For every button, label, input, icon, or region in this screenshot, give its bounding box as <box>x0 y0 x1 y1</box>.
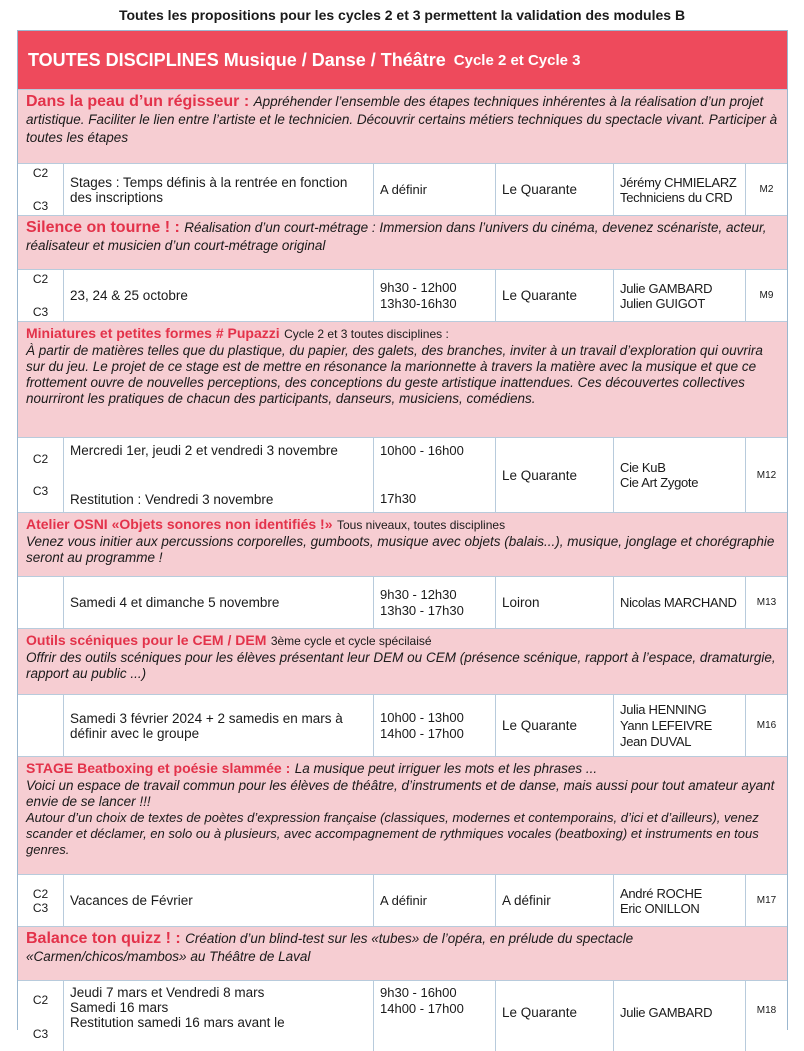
cycle-cell <box>18 438 64 512</box>
dates-cell: Samedi 3 février 2024 + 2 samedis en mars à définir avec le groupe <box>64 695 374 756</box>
workshop-title: Atelier OSNI «Objets sonores non identifiés !» <box>26 516 333 532</box>
dates-cell: 23, 24 & 25 octobre <box>64 270 374 321</box>
dates-line: Restitution samedi 16 mars avant le <box>70 1015 285 1030</box>
workshop-title: Dans la peau d’un régisseur : <box>26 93 250 110</box>
hours-line: 17h30 <box>380 491 417 506</box>
module-cell: M13 <box>756 597 777 608</box>
workshop-description <box>18 321 787 437</box>
hours-cell <box>374 695 496 756</box>
restitution-text: Restitution : Vendredi 3 novembre <box>70 492 274 507</box>
cycle-label: C3 <box>32 199 49 213</box>
workshop-title: Balance ton quizz ! : <box>26 930 181 947</box>
hours-cell: A définir <box>374 164 496 215</box>
section-banner <box>18 31 787 89</box>
place-cell: Le Quarante <box>496 438 614 512</box>
instructor-cell <box>614 981 746 1051</box>
hours-cell <box>374 981 496 1051</box>
instructor-name: Techniciens du CRD <box>620 189 733 205</box>
instructor-cell <box>614 577 746 628</box>
instructor-cell <box>614 270 746 321</box>
hours-line: 10h00 - 16h00 <box>380 443 464 458</box>
cycle-cell <box>18 981 64 1051</box>
instructor-name: Eric ONILLON <box>620 900 700 916</box>
instructor-name: Julien GUIGOT <box>620 295 705 311</box>
dates-cell: Vacances de Février <box>64 875 374 926</box>
instructor-name: Cie Art Zygote <box>620 475 699 490</box>
instructor-name: André ROCHE <box>620 885 702 901</box>
module-cell: M12 <box>756 469 777 481</box>
place-cell: Le Quarante <box>496 164 614 215</box>
workshop-row <box>18 576 787 628</box>
instructor-cell <box>614 164 746 215</box>
cycle-cell <box>18 695 64 756</box>
workshops-table <box>17 30 788 1041</box>
workshop-description <box>18 512 787 576</box>
workshop-row <box>18 874 787 926</box>
dates-cell: Samedi 4 et dimanche 5 novembre <box>64 577 374 628</box>
instructor-name: Jean DUVAL <box>620 733 692 749</box>
workshop-row <box>18 694 787 756</box>
workshop-title: STAGE Beatboxing et poésie slammée : <box>26 760 291 776</box>
dates-cell <box>64 981 374 1051</box>
hours-cell: A définir <box>374 875 496 926</box>
hours-line: 14h00 - 17h00 <box>380 1001 464 1016</box>
cycle-label: C2 <box>32 993 49 1007</box>
instructor-cell <box>614 875 746 926</box>
workshop-text: Création d’un blind-test sur les «tubes» de l’opéra, en prélude du spectacle «Carmen/chicos/mambos» au Théâtre de Laval <box>26 931 634 964</box>
instructor-name: Yann LEFEIVRE <box>620 717 712 733</box>
cycle-label: C2 <box>32 886 49 901</box>
cycle-label: C3 <box>32 1027 49 1041</box>
dates-text: Mercredi 1er, jeudi 2 et vendredi 3 novembre <box>70 443 338 458</box>
cycle-label: C3 <box>32 305 49 319</box>
workshop-title: Miniatures et petites formes # Pupazzi <box>26 325 280 341</box>
workshop-text: Voici un espace de travail commun pour les élèves de théâtre, d’instruments et de danse, mais aussi pour tout amateur ayant envie de se lancer !!! <box>26 778 775 809</box>
instructor-name: Julie GAMBARD <box>620 280 713 296</box>
cycle-cell <box>18 270 64 321</box>
banner-title: TOUTES DISCIPLINES Musique / Danse / Théâtre <box>28 49 446 70</box>
workshop-row <box>18 163 787 215</box>
workshop-text: Venez vous initier aux percussions corporelles, gumboots, musique avec objets (balais...), musique, jonglage et chorégraphie seront au programme ! <box>26 534 775 565</box>
workshop-row <box>18 269 787 321</box>
dates-cell: Stages : Temps définis à la rentrée en fonction des inscriptions <box>64 164 374 215</box>
hours-line: 9h30 - 12h30 <box>380 586 457 602</box>
workshop-description <box>18 926 787 980</box>
banner-subtitle: Cycle 2 et Cycle 3 <box>453 51 581 69</box>
instructor-name: Nicolas MARCHAND <box>620 595 737 610</box>
workshop-text: Appréhender l’ensemble des étapes techniques inhérentes à la réalisation d’un projet artistique. Faciliter le lien entre l’artiste et le technicien. Découvrir certains métiers techniques du spectacle vivant. Participer à toutes les étapes <box>26 94 778 145</box>
workshop-text: Offrir des outils scéniques pour les élèves présentant leur DEM ou CEM (présence scénique, rapport à l’espace, dramaturgie, rapport au public ...) <box>26 650 776 681</box>
hours-line: 13h30 - 17h30 <box>380 602 464 618</box>
hours-cell <box>374 577 496 628</box>
hours-cell <box>374 270 496 321</box>
workshop-text: Autour d’un choix de textes de poètes d’expression française (classiques, modernes et contemporains, d’ici et d’ailleurs), venez scander et déclamer, en solo ou à plusieurs, avec accompagnement de rythmiques vocales (beatboxing) et instruments en tous genres. <box>26 810 759 857</box>
module-cell: M18 <box>756 1005 777 1016</box>
cycle-label: C2 <box>32 452 49 466</box>
dates-line: Jeudi 7 mars et Vendredi 8 mars <box>70 985 265 1000</box>
instructor-name: Julia HENNING <box>620 701 707 717</box>
hours-line: 9h30 - 16h00 <box>380 985 457 1000</box>
module-cell: M16 <box>756 720 777 731</box>
instructor-cell <box>614 438 746 512</box>
place-cell: Le Quarante <box>496 981 614 1051</box>
dates-cell <box>64 438 374 512</box>
workshop-row <box>18 980 787 1051</box>
cycle-cell <box>18 875 64 926</box>
workshop-row <box>18 437 787 512</box>
place-cell: A définir <box>496 875 614 926</box>
cycle-cell <box>18 164 64 215</box>
hours-line: 10h00 - 13h00 <box>380 709 464 725</box>
cycle-label: C2 <box>32 166 49 180</box>
instructor-name: Jérémy CHMIELARZ <box>620 174 737 190</box>
hours-line: 9h30 - 12h00 <box>380 279 457 295</box>
workshop-description <box>18 756 787 874</box>
workshop-note: 3ème cycle et cycle spécilaisé <box>270 634 432 648</box>
hours-cell <box>374 438 496 512</box>
instructor-name: Julie GAMBARD <box>620 1005 713 1020</box>
cycle-label: C2 <box>32 272 49 286</box>
cycle-cell <box>18 577 64 628</box>
workshop-description <box>18 89 787 163</box>
workshop-description <box>18 628 787 694</box>
workshop-description <box>18 215 787 269</box>
workshop-text: Réalisation d’un court-métrage : Immersion dans l’univers du cinéma, devenez scénariste, acteur, réalisateur et musicien d’un court-métrage original <box>26 220 767 253</box>
module-cell: M2 <box>759 184 774 195</box>
workshop-title: Silence on tourne ! : <box>26 219 180 236</box>
cycle-label: C3 <box>32 484 49 498</box>
workshop-note: Cycle 2 et 3 toutes disciplines : <box>284 327 449 341</box>
instructor-cell <box>614 695 746 756</box>
module-cell: M17 <box>756 895 777 906</box>
workshop-lead: La musique peut irriguer les mots et les phrases ... <box>294 761 598 776</box>
module-cell: M9 <box>759 290 774 301</box>
workshop-text: À partir de matières telles que du plastique, du papier, des galets, des branches, inviter à un travail d’exploration qui ouvrira sur du jeu. Le projet de ce stage est de mettre en résonance la marionnette à travers la matière avec la musique et que ce frottement ouvre de nouvelles perceptions, des conceptions du geste artistique inattendues. Ces découvertes collectives nourriront les pratiques de chacun des participants, danseurs, musiciens, comédiens. <box>26 343 763 406</box>
page-header: Toutes les propositions pour les cycles 2 et 3 permettent la validation des modules B <box>118 7 686 23</box>
workshop-note: Tous niveaux, toutes disciplines <box>336 518 506 532</box>
cycle-label: C3 <box>32 900 49 915</box>
place-cell: Le Quarante <box>496 695 614 756</box>
workshop-title: Outils scéniques pour le CEM / DEM <box>26 632 267 648</box>
dates-line: Samedi 16 mars <box>70 1000 169 1015</box>
hours-line: 14h00 - 17h00 <box>380 725 464 741</box>
hours-line: 13h30-16h30 <box>380 295 457 311</box>
place-cell: Le Quarante <box>496 270 614 321</box>
place-cell: Loiron <box>496 577 614 628</box>
instructor-name: Cie KuB <box>620 460 666 475</box>
